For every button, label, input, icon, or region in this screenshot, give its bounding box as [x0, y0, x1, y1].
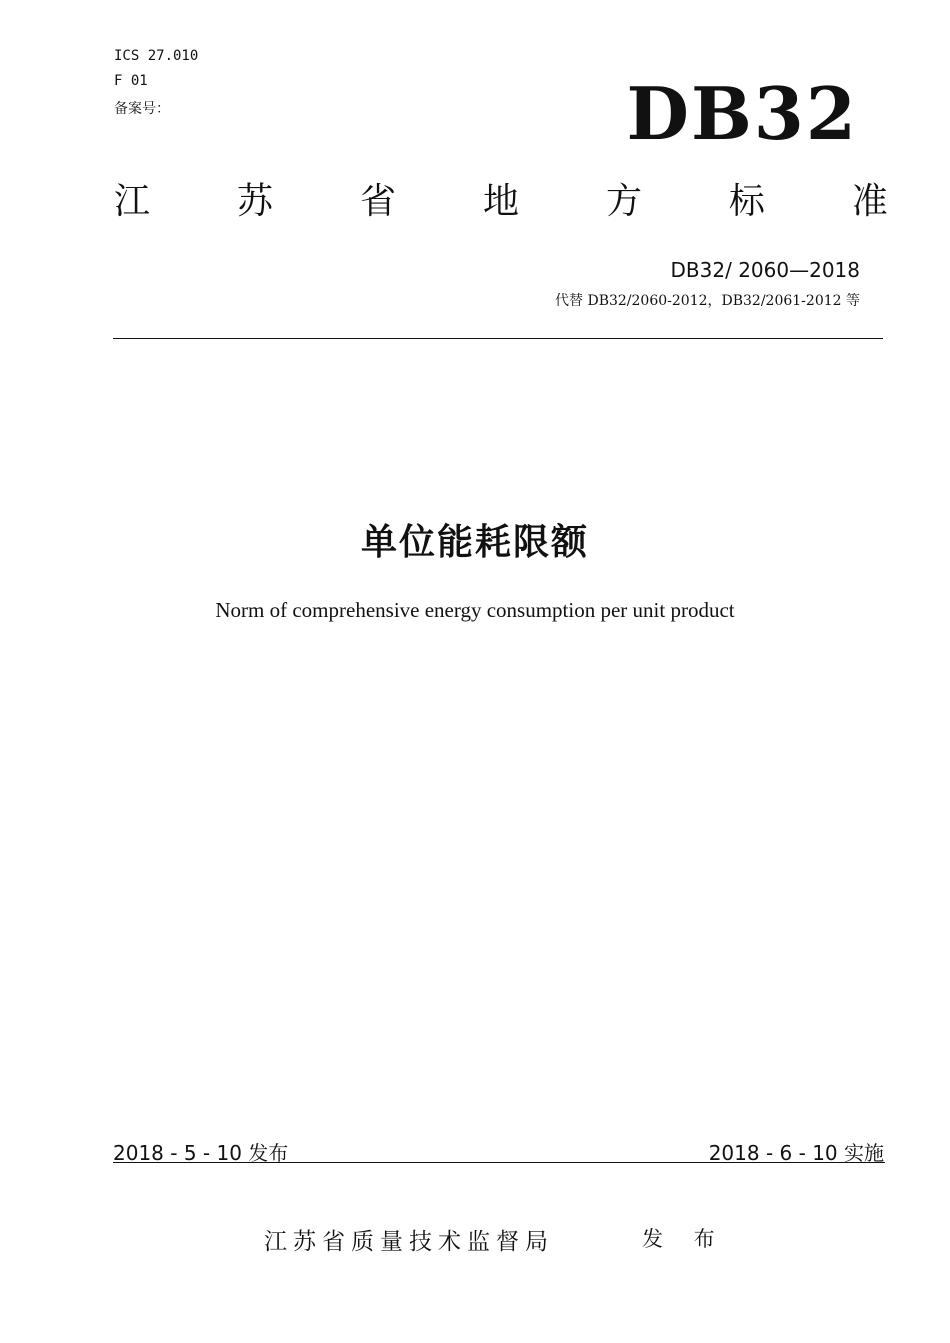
standard-type-char: 省: [359, 181, 396, 222]
publish-label: 发 布: [642, 1227, 727, 1251]
header-divider: [113, 338, 883, 339]
db32-logo: DB32: [626, 71, 858, 156]
standard-type-title: [114, 181, 888, 222]
replaces-note: 代替 DB32/2060-2012，DB32/2061-2012 等: [555, 293, 860, 309]
publisher-name: 江苏省质量技术监督局: [264, 1229, 554, 1255]
standard-type-char: 方: [605, 181, 642, 222]
ics-code: ICS 27.010: [114, 48, 199, 64]
standard-type-char: 江: [114, 181, 151, 222]
document-title-english: Norm of comprehensive energy consumption per unit product: [215, 598, 735, 622]
record-number-label: 备案号：: [114, 101, 170, 117]
standard-code: DB32/ 2060—2018: [670, 258, 860, 282]
issue-date: 2018 - 5 - 10 发布: [113, 1141, 289, 1165]
classification-code: F 01: [114, 73, 148, 89]
standard-type-char: 标: [728, 181, 765, 222]
document-title-chinese: 单位能耗限额: [360, 522, 589, 563]
standard-type-char: 苏: [236, 181, 273, 222]
standard-type-char: 准: [851, 181, 888, 222]
footer-divider: [113, 1162, 885, 1163]
standard-type-char: 地: [482, 181, 519, 222]
implementation-date: 2018 - 6 - 10 实施: [708, 1141, 884, 1165]
